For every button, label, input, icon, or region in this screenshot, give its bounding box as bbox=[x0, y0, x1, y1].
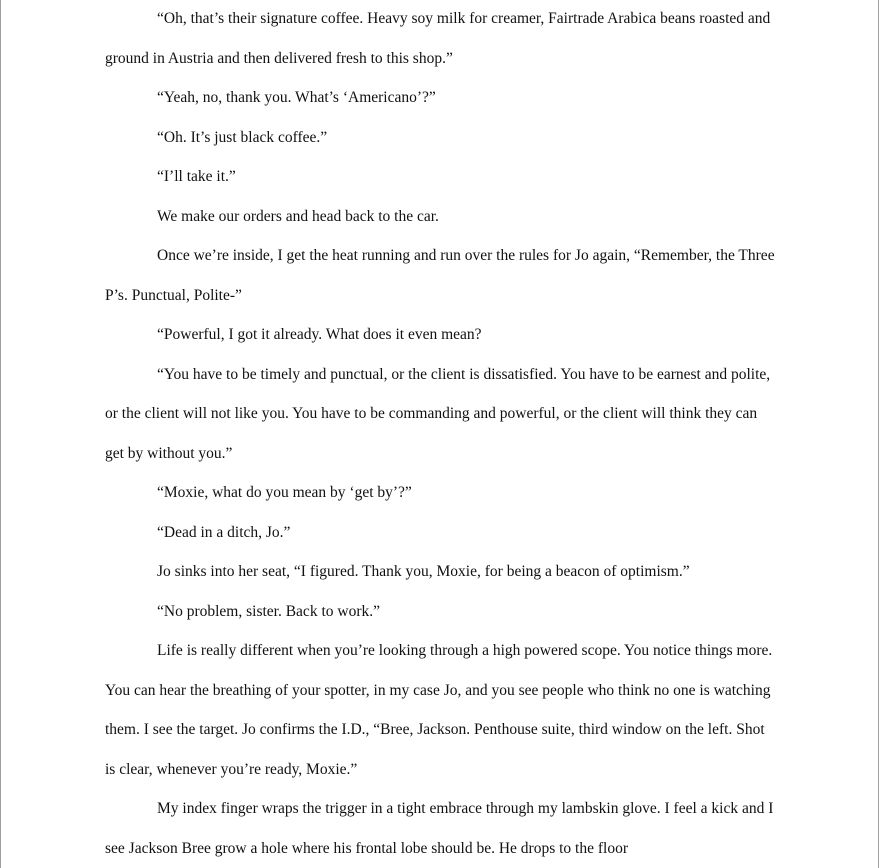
paragraph-12: “No problem, sister. Back to work.” bbox=[157, 602, 380, 620]
paragraph-6: Once we’re inside, I get the heat running and run over the rules for Jo again, “Remember, the Three P’s. Punctual, Polite-” bbox=[105, 247, 775, 304]
paragraph-1: “Oh, that’s their signature coffee. Heavy soy milk for creamer, Fairtrade Arabica beans roasted and ground in Austria and then delivered fresh to this shop.” bbox=[105, 10, 771, 67]
paragraph-14: My index finger wraps the trigger in a tight embrace through my lambskin glove. I feel a kick and I see Jackson Bree grow a hole where his frontal lobe should be. He drops to the floor bbox=[105, 800, 774, 857]
paragraph-3: “Oh. It’s just black coffee.” bbox=[157, 128, 328, 146]
paragraph-5: We make our orders and head back to the car. bbox=[157, 207, 439, 225]
document-page bbox=[105, 0, 777, 868]
paragraph-9: “Moxie, what do you mean by ‘get by’?” bbox=[157, 484, 412, 501]
paragraph-8: “You have to be timely and punctual, or the client is dissatisfied. You have to be earnest and polite, or the client will not like you. You have to be commanding and powerful, or the client will think they can get by without you.” bbox=[105, 365, 771, 462]
paragraph-13: Life is really different when you’re looking through a high powered scope. You notice things more. You can hear the breathing of your spotter, in my case Jo, and you see people who think no one is watching them. I see the target. Jo confirms the I.D., “Bree, Jackson. Penthouse suite, third window on the left. Shot is clear, whenever you’re ready, Moxie.” bbox=[105, 642, 773, 778]
paragraph-10: “Dead in a ditch, Jo.” bbox=[157, 523, 291, 541]
paragraph-7: “Powerful, I got it already. What does it even mean? bbox=[157, 326, 482, 343]
paragraph-11: Jo sinks into her seat, “I figured. Thank you, Moxie, for being a beacon of optimism.” bbox=[157, 563, 690, 580]
paragraph-2: “Yeah, no, thank you. What’s ‘Americano’?” bbox=[157, 89, 436, 106]
paragraph-4: “I’ll take it.” bbox=[157, 168, 236, 185]
